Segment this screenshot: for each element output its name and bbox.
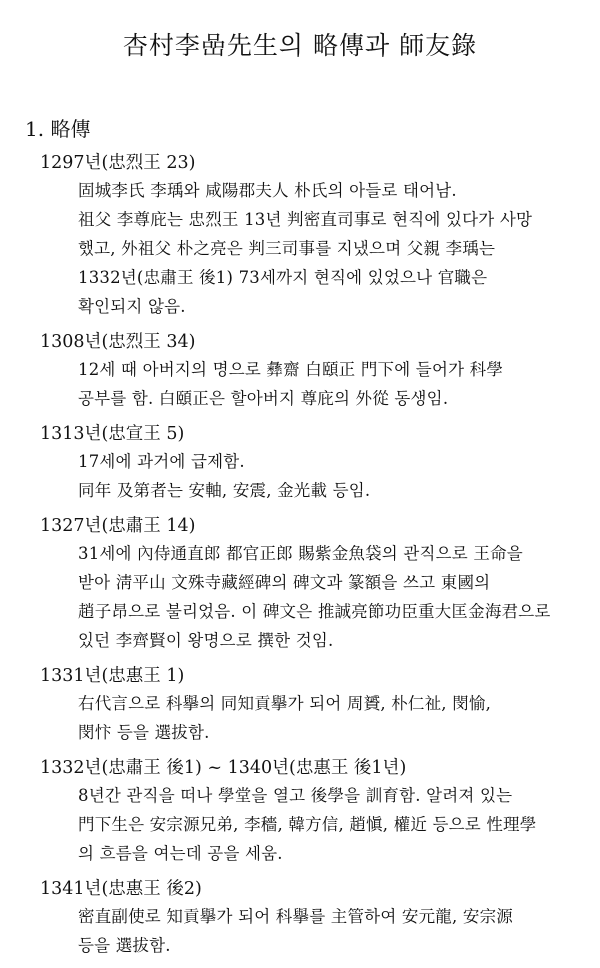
entry-line: 祖父 李尊庇는 忠烈王 13년 判密直司事로 현직에 있다가 사망	[78, 210, 533, 229]
section-heading: 1. 略傳	[25, 117, 91, 141]
entry-line: 등을 選拔함.	[78, 936, 171, 955]
entry-line: 門下生은 安宗源兄弟, 李穡, 韓方信, 趙愼, 權近 등으로 性理學	[78, 815, 537, 834]
entry-line: 받아 淸平山 文殊寺藏經碑의 碑文과 篆額을 쓰고 東國의	[78, 573, 491, 592]
entry-line: 1332년(忠肅王 後1) 73세까지 현직에 있었으나 官職은	[78, 268, 488, 287]
entry-year: 1327년(忠肅王 14)	[40, 516, 196, 536]
entry-year: 1313년(忠宣王 5)	[40, 424, 185, 444]
chronology-entry	[0, 876, 600, 960]
entry-line: 있던 李齊賢이 왕명으로 撰한 것임.	[78, 631, 334, 650]
entry-line: 同年 及第者는 安軸, 安震, 金光載 등임.	[78, 481, 371, 500]
entry-line: 12세 때 아버지의 명으로 彝齋 白頤正 門下에 들어가 科學	[78, 360, 504, 379]
entry-line: 공부를 함. 白頤正은 할아버지 尊庇의 外從 동생임.	[78, 389, 449, 408]
chronology-entry	[0, 150, 600, 321]
entry-year: 1332년(忠肅王 後1) ~ 1340년(忠惠王 後1년)	[40, 758, 407, 778]
chronology-entry	[0, 421, 600, 505]
entry-year: 1297년(忠烈王 23)	[40, 153, 196, 173]
entry-line: 17세에 과거에 급제함.	[78, 452, 245, 471]
entry-text	[78, 902, 600, 960]
chronology-list	[0, 150, 600, 968]
chronology-entry	[0, 513, 600, 655]
entry-line: 확인되지 않음.	[78, 297, 186, 316]
entry-line: 8년간 관직을 떠나 學堂을 열고 後學을 訓育함. 알려져 있는	[78, 786, 513, 805]
chronology-entry	[0, 329, 600, 413]
entry-line: 密直副使로 知貢擧가 되어 科擧를 主管하여 安元龍, 安宗源	[78, 907, 513, 926]
entry-text	[78, 689, 600, 747]
entry-line: 右代言으로 科擧의 同知貢擧가 되어 周贇, 朴仁祉, 閔愉,	[78, 694, 492, 713]
entry-year: 1331년(忠惠王 1)	[40, 666, 185, 686]
entry-line: 固城李氏 李瑀와 咸陽郡夫人 朴氏의 아들로 태어남.	[78, 181, 457, 200]
page-title: 杏村李嵒先生의 略傳과 師友錄	[122, 31, 478, 60]
chronology-entry	[0, 663, 600, 747]
entry-line: 의 흐름을 여는데 공을 세움.	[78, 844, 283, 863]
entry-text	[78, 176, 600, 321]
entry-line: 趙子昂으로 불리었음. 이 碑文은 推誠亮節功臣重大匡金海君으로	[78, 602, 551, 621]
entry-text	[78, 539, 600, 655]
entry-year: 1341년(忠惠王 後2)	[40, 879, 202, 899]
entry-text	[78, 447, 600, 505]
chronology-entry	[0, 755, 600, 868]
entry-text	[78, 781, 600, 868]
entry-line: 閔忭 등을 選拔함.	[78, 723, 210, 742]
entry-year: 1308년(忠烈王 34)	[40, 332, 196, 352]
entry-line: 31세에 內侍通直郎 都官正郎 賜紫金魚袋의 관직으로 王命을	[78, 544, 523, 563]
entry-text	[78, 355, 600, 413]
entry-line: 했고, 外祖父 朴之亮은 判三司事를 지냈으며 父親 李瑀는	[78, 239, 496, 258]
